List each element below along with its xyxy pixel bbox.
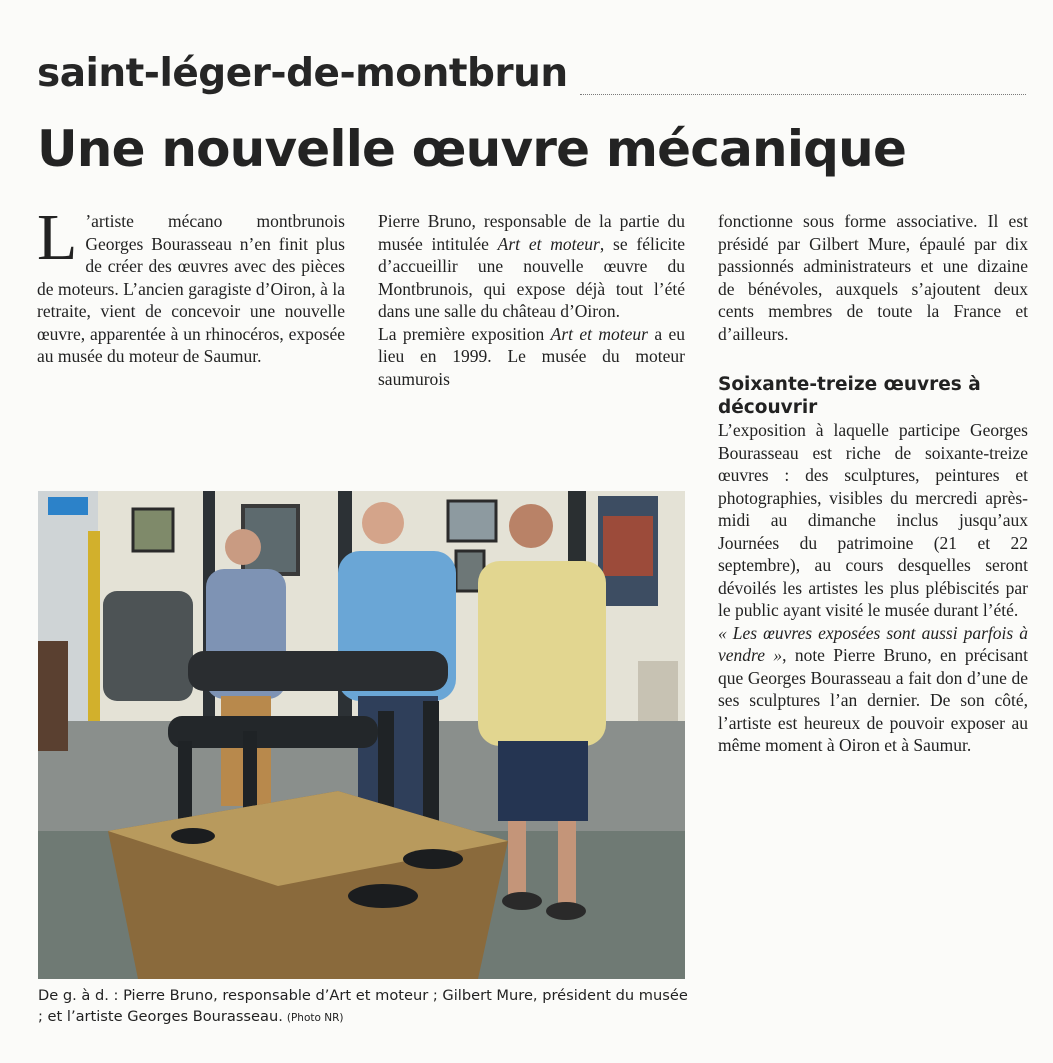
section-title: saint-léger-de-montbrun — [37, 51, 568, 96]
intro-paragraph — [37, 201, 345, 368]
caption-text: De g. à d. : Pierre Bruno, responsable d’Art et moteur ; Gilbert Mure, président du musée ; et l’artiste Georges Bourasseau. — [38, 987, 688, 1025]
text-run: , se félicite d’accueillir une nouvelle œuvre du Montbrunois, qui expose déjà tout l’été dans une salle du château d’Oiron. — [378, 233, 685, 321]
photo-caption — [38, 985, 688, 1029]
text-run: Pierre Bruno, responsable de la partie du musée intitulée — [378, 211, 685, 254]
article-photo — [38, 491, 685, 979]
section-rule — [580, 94, 1026, 95]
paragraph-exhibition: L’exposition à laquelle participe Georges Bourasseau est riche de soixante-treize œuvres : des sculptures, peintures et photographies, visibles du mercredi après-midi au dimanche inclus jusqu’aux Journées du patrimoine (21 et 22 septembre), au cours desquelles seront dévoilés les artistes les plus plébiscités par le public ayant visité le musée durant l’été. — [718, 420, 1028, 620]
article-headline: Une nouvelle œuvre mécanique — [37, 120, 907, 178]
text-emphasis: Art et moteur — [497, 233, 600, 254]
article-subhead: Soixante-treize œuvres à découvrir — [718, 374, 981, 418]
paragraph-quote — [718, 622, 1028, 757]
text-run: , note Pierre Bruno, en précisant que Georges Bourasseau a fait don d’une de ses sculptures l’an dernier. De son côté, l’artiste est heureux de pouvoir exposer au même moment à Oiron et à Saumur. — [718, 645, 1028, 755]
text-run: a eu lieu en 1999. Le musée du moteur saumurois — [378, 323, 685, 389]
article-column-2 — [378, 210, 685, 390]
intro-text: ’artiste mécano montbrunois Georges Bourasseau n’en finit plus de créer des œuvres avec des pièces de moteurs. L’ancien garagiste d’Oiron, à la retraite, vient de concevoir une nouvelle œuvre, apparentée à un rhinocéros, exposée au musée du moteur de Saumur. — [37, 211, 345, 366]
paragraph-pierre-bruno — [378, 210, 685, 323]
text-emphasis: Art et moteur — [550, 323, 648, 344]
article-column-3 — [718, 210, 1028, 757]
text-run: La première exposition — [378, 323, 551, 344]
pull-quote: « Les œuvres exposées sont aussi parfois à vendre » — [718, 622, 1028, 665]
photo-illustration — [38, 491, 685, 979]
drop-cap: L — [37, 201, 78, 274]
photo-credit: (Photo NR) — [286, 1012, 344, 1024]
article-column-1 — [37, 201, 345, 368]
paragraph-association: fonctionne sous forme associative. Il est présidé par Gilbert Mure, épaulé par dix passionnés administrateurs et une dizaine de bénévoles, auxquels s’ajoutent deux cents membres de toute la France et d’ailleurs. — [718, 211, 1028, 344]
paragraph-first-exhibition — [378, 323, 685, 391]
